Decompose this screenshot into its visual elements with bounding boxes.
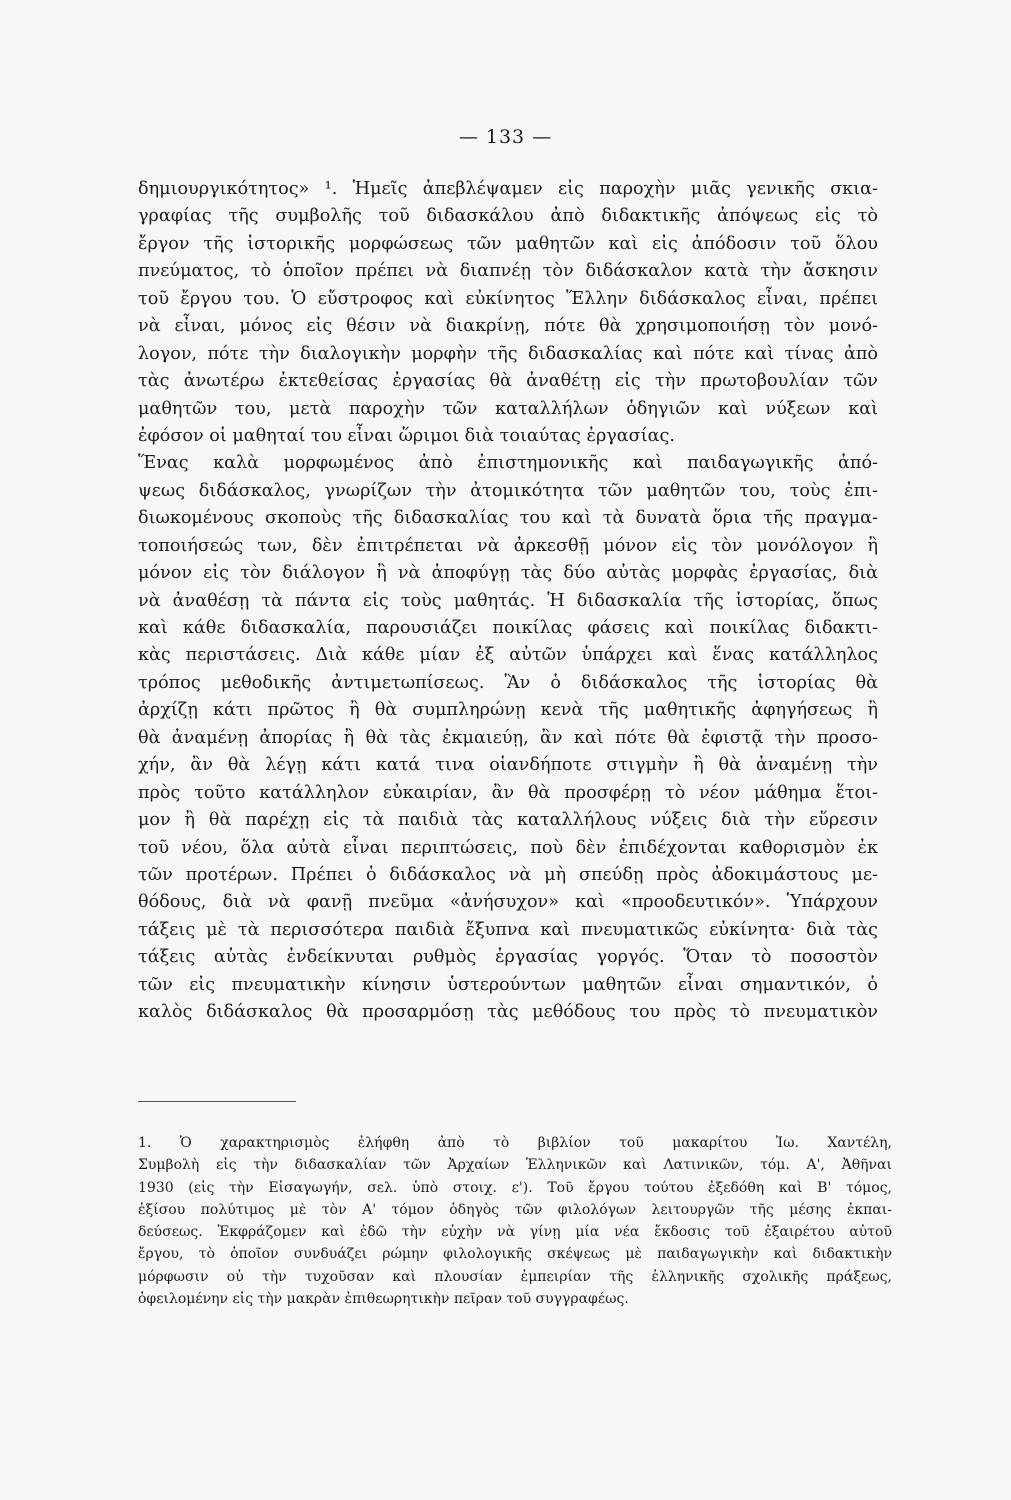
- body-line: καλὸς διδάσκαλος θὰ προσαρμόσῃ τὰς μεθόδους του πρὸς τὸ πνευματικὸν: [138, 1002, 878, 1023]
- body-line: γραφίας τῆς συμβολῆς τοῦ διδασκάλου ἀπὸ διδακτικῆς ἀπόψεως εἰς τὸ: [138, 206, 878, 227]
- body-line: κὰς περιστάσεις. Διὰ κάθε μίαν ἐξ αὐτῶν ὑπάρχει καὶ ἕνας κατάλληλος: [138, 645, 878, 666]
- body-line: ψεως διδάσκαλος, γνωρίζων τὴν ἀτομικότητα τῶν μαθητῶν του, τοὺς ἐπι-: [138, 480, 878, 501]
- body-line: τοποιήσεώς των, δὲν ἐπιτρέπεται νὰ ἀρκεσθῇ μόνον εἰς τὸν μονόλογον ἢ: [138, 535, 878, 556]
- body-line: ἀρχίζῃ κάτι πρῶτος ἢ θὰ συμπληρώνῃ κενὰ τῆς μαθητικῆς ἀφηγήσεως ἢ: [138, 700, 878, 721]
- footnote-divider: [138, 1101, 296, 1102]
- body-line: τῶν προτέρων. Πρέπει ὁ διδάσκαλος νὰ μὴ σπεύδῃ πρὸς ἀδοκιμάστους με-: [138, 864, 878, 885]
- body-line: λογον, πότε τὴν διαλογικὴν μορφὴν τῆς διδασκαλίας καὶ πότε καὶ τίνας ἀπὸ: [138, 343, 878, 364]
- body-line: Ἕνας καλὰ μορφωμένος ἀπὸ ἐπιστημονικῆς καὶ παιδαγωγικῆς ἀπό-: [138, 453, 878, 474]
- body-line: νὰ εἶναι, μόνος εἰς θέσιν νὰ διακρίνῃ, πότε θὰ χρησιμοποιήσῃ τὸν μονό-: [138, 316, 878, 337]
- body-line-paragraph-end: ἐφόσον οἱ μαθηταί του εἶναι ὥριμοι διὰ τοιαύτας ἐργασίας.: [138, 425, 675, 446]
- body-line: ἔργον τῆς ἱστορικῆς μορφώσεως τῶν μαθητῶν καὶ εἰς ἀπόδοσιν τοῦ ὅλου: [138, 233, 878, 254]
- body-line: θόδους, διὰ νὰ φανῇ πνεῦμα «ἀνήσυχον» καὶ «προοδευτικόν». Ὑπάρχουν: [138, 892, 878, 913]
- body-line: θὰ ἀναμένῃ ἀπορίας ἢ θὰ τὰς ἐκμαιεύῃ, ἂν καὶ πότε θὰ ἐφιστᾷ τὴν προσο-: [138, 727, 878, 748]
- body-line: δημιουργικότητος» ¹. Ἡμεῖς ἀπεβλέψαμεν εἰς παροχὴν μιᾶς γενικῆς σκια-: [138, 179, 878, 199]
- body-line: διωκομένους σκοποὺς τῆς διδασκαλίας του καὶ τὰ δυνατὰ ὅρια τῆς πραγμα-: [138, 508, 878, 529]
- body-line: τῶν εἰς πνευματικὴν κίνησιν ὑστερούντων μαθητῶν εἶναι σημαντικόν, ὁ: [138, 974, 878, 995]
- page-number: — 133 —: [458, 126, 553, 148]
- body-line: μον ἢ θὰ παρέχῃ εἰς τὰ παιδιὰ τὰς καταλλήλους νύξεις διὰ τὴν εὕρεσιν: [138, 810, 878, 831]
- body-line: τοῦ νέου, ὅλα αὐτὰ εἶναι περιπτώσεις, ποὺ δὲν ἐπιδέχονται καθορισμὸν ἐκ: [138, 837, 878, 858]
- body-line: τρόπος μεθοδικῆς ἀντιμετωπίσεως. Ἂν ὁ διδάσκαλος τῆς ἱστορίας θὰ: [138, 672, 878, 693]
- body-line: τάξεις αὐτὰς ἐνδείκνυται ρυθμὸς ἐργασίας γοργός. Ὅταν τὸ ποσοστὸν: [138, 947, 878, 968]
- body-line: πνεύματος, τὸ ὁποῖον πρέπει νὰ διαπνέῃ τὸν διδάσκαλον κατὰ τὴν ἄσκησιν: [138, 261, 878, 282]
- body-text: [138, 176, 878, 1027]
- body-line: μαθητῶν του, μετὰ παροχὴν τῶν καταλλήλων ὁδηγιῶν καὶ νύξεων καὶ: [138, 398, 878, 419]
- body-line: τάξεις μὲ τὰ περισσότερα παιδιὰ ἔξυπνα καὶ πνευματικῶς εὐκίνητα· διὰ τὰς: [138, 919, 878, 940]
- footnote-line: μόρφωσιν οὐ τὴν τυχοῦσαν καὶ πλουσίαν ἐμπειρίαν τῆς ἑλληνικῆς σχολικῆς πράξεως,: [138, 1268, 892, 1285]
- footnote-line: ὀφειλομένην εἰς τὴν μακρὰν ἐπιθεωρητικὴν πεῖραν τοῦ συγγραφέως.: [138, 1291, 629, 1308]
- footnote-line: ἔργου, τὸ ὁποῖον συνδυάζει ρώμην φιλολογικῆς σκέψεως μὲ παιδαγωγικὴν καὶ διδακτικὴν: [138, 1246, 892, 1263]
- body-line: χήν, ἂν θὰ λέγῃ κάτι κατά τινα οἱανδήποτε στιγμὴν ἢ θὰ ἀναμένῃ τὴν: [138, 755, 878, 776]
- body-line: νὰ ἀναθέσῃ τὰ πάντα εἰς τοὺς μαθητάς. Ἡ διδασκαλία τῆς ἱστορίας, ὅπως: [138, 590, 878, 611]
- body-line: μόνον εἰς τὸν διάλογον ἢ νὰ ἀποφύγῃ τὰς δύο αὐτὰς μορφὰς ἐργασίας, διὰ: [138, 563, 878, 584]
- body-line: τοῦ ἔργου του. Ὁ εὔστροφος καὶ εὐκίνητος Ἕλλην διδάσκαλος εἶναι, πρέπει: [138, 288, 878, 309]
- footnote-line: δεύσεως. Ἐκφράζομεν καὶ ἐδῶ τὴν εὐχὴν νὰ γίνῃ μία νέα ἔκδοσις τοῦ ἐξαιρέτου αὐτοῦ: [138, 1224, 892, 1241]
- body-line: πρὸς τοῦτο κατάλληλον εὐκαιρίαν, ἂν θὰ προσφέρῃ τὸ νέον μάθημα ἕτοι-: [138, 782, 878, 803]
- body-line: τὰς ἀνωτέρω ἐκτεθείσας ἐργασίας θὰ ἀναθέτῃ εἰς τὴν πρωτοβουλίαν τῶν: [138, 371, 878, 392]
- footnote-line: ἐξίσου πολύτιμος μὲ τὸν Α' τόμον ὁδηγὸς τῶν φιλολόγων λειτουργῶν τῆς μέσης ἐκπαι-: [138, 1201, 892, 1218]
- footnote-line: 1. Ὁ χαρακτηρισμὸς ἐλήφθη ἀπὸ τὸ βιβλίον τοῦ μακαρίτου Ἰω. Χαντέλη,: [138, 1135, 892, 1151]
- footnotes: [138, 1132, 892, 1310]
- footnote-line: 1930 (εἰς τὴν Εἰσαγωγήν, σελ. ὑπὸ στοιχ. ε'). Τοῦ ἔργου τούτου ἐξεδόθη καὶ Β' τόμος,: [138, 1179, 892, 1196]
- body-line: καὶ κάθε διδασκαλία, παρουσιάζει ποικίλας φάσεις καὶ ποικίλας διδακτι-: [138, 618, 878, 638]
- footnote-line: Συμβολὴ εἰς τὴν διδασκαλίαν τῶν Ἀρχαίων Ἑλληνικῶν καὶ Λατινικῶν, τόμ. Α', Ἀθῆναι: [138, 1157, 892, 1174]
